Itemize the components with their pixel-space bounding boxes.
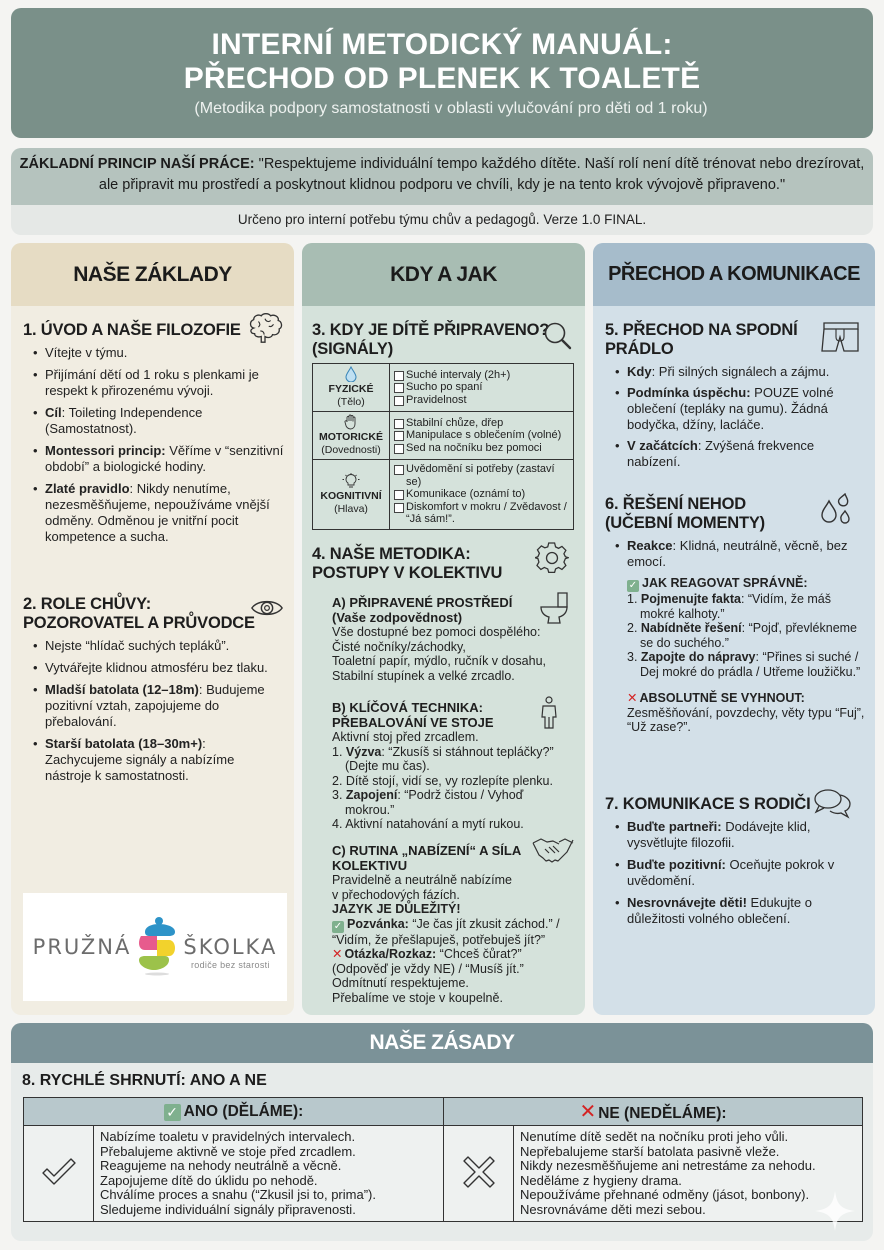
cross-icon: ✕: [627, 691, 638, 705]
checkbox-item: Komunikace (oznámí to): [394, 488, 569, 501]
checkbox-item: Sed na nočníku bez pomoci: [394, 442, 569, 455]
gear-icon: [535, 541, 569, 575]
list-item: • V začátcích: Zvýšená frekvence nabízení.: [615, 438, 865, 470]
section-title-1: 5. PŘECHOD NA SPODNÍ: [605, 321, 798, 339]
avoid-text: Zesměšňování, povzdechy, věty typu “Fuj”, “Už zase?”.: [627, 705, 865, 734]
principle-box: [11, 148, 873, 235]
summary-title: 8. RYCHLÉ SHRNUTÍ: ANO A NE: [22, 1072, 267, 1089]
principle-text-1: "Respektujeme individuální tempo každého dítěte. Naší rolí není dítě trénovat nebo drezírovat,: [254, 156, 865, 172]
section-2-role: [23, 595, 284, 790]
section-4-methodology: [312, 545, 575, 583]
column-title: KDY A JAK: [302, 243, 585, 306]
step-item: 2. Nabídněte řešení: “Pojď, převlékneme se do suchého.”: [627, 621, 858, 650]
section-heading: NAŠE ZÁSADY: [11, 1023, 873, 1063]
list-item: • Nesrovnávejte děti! Edukujte o důležitosti volného oblečení.: [615, 895, 865, 927]
handshake-icon: [531, 837, 575, 865]
principles-section: [11, 1023, 873, 1241]
brain-icon: [246, 313, 284, 345]
text-line: Čisté nočníky/záchodky,: [332, 639, 466, 654]
logo-tagline: rodiče bez starosti: [191, 960, 270, 970]
subsection-b-technique: [332, 700, 573, 832]
no-header: ✕ NE (NEDĚLÁME):: [444, 1098, 863, 1126]
list-item: • Mladší batolata (12–18m): Budujeme pozitivní vztah, zapojujeme do přebalování.: [33, 682, 284, 730]
logo-word-right: ŠKOLKA: [183, 935, 278, 959]
text-line: Odmítnutí respektujeme.: [332, 976, 469, 990]
checkbox-item: Diskomfort v mokru / Zvědavost / “Já sám!”.: [394, 501, 569, 526]
list-item: • Přijímání dětí od 1 roku s plenkami je respekt k přirozenému vývoji.: [33, 367, 284, 399]
column-transition-communication: [593, 243, 875, 1015]
checkbox-item: Sucho po spaní: [394, 381, 569, 394]
column-title: PŘECHOD A KOMUNIKACE: [593, 243, 875, 306]
list-item: • Podmínka úspěchu: POUZE volné oblečení (tepláky na gumu). Žádná bodyčka, džíny, lacláče.: [615, 385, 865, 433]
language-heading: JAZYK JE DŮLEŽITÝ!: [332, 902, 461, 916]
step-item: 2. Dítě stojí, vidí se, vy rozlepíte plenku.: [332, 773, 553, 788]
avoid-heading: ✕ ABSOLUTNĚ SE VYHNOUT:: [627, 691, 805, 705]
no-list: Nenutíme dítě sedět na nočníku proti jeho vůli. Nepřebalujeme starší batolata pasivně vleže. Nikdy nezesměšňujeme ani netrestáme za nehodu. Neděláme z hygieny drama. Nepoužíváme přehnané odměny (jásot, bonbony). Nesrovnáváme děti mezi sebou.: [514, 1126, 863, 1222]
section-5-underwear: [605, 321, 865, 475]
checkbox-item: Pravidelnost: [394, 394, 569, 407]
avoid-block: [605, 691, 865, 735]
lightbulb-icon: [342, 473, 360, 489]
section-title-1: 6. ŘEŠENÍ NEHOD: [605, 495, 746, 513]
speech-bubbles-icon: [813, 787, 853, 821]
checkmark-outline-icon: [41, 1158, 77, 1186]
section-title-1: 4. NAŠE METODIKA:: [312, 545, 471, 563]
text-line: Přebalíme ve stoje v koupelně.: [332, 990, 503, 1005]
subsection-a-environment: [332, 595, 573, 683]
yes-no-table: [23, 1097, 863, 1222]
list-item: • Kdy: Při silných signálech a zájmu.: [615, 364, 865, 380]
table-row: [24, 1126, 863, 1222]
check-icon: ✓: [628, 580, 638, 591]
magnifier-icon: [543, 321, 573, 351]
subsection-title-2: KOLEKTIVU: [332, 858, 408, 873]
section-title-1: 3. KDY JE DÍTĚ PŘIPRAVENO?: [312, 321, 550, 339]
column-when-how: [302, 243, 585, 1015]
principle-label: ZÁKLADNÍ PRINCIP NAŠÍ PRÁCE:: [19, 156, 255, 172]
list-item: • Montessori princip: Věříme v “senzitivní období” a biologické hodiny.: [33, 443, 284, 475]
droplets-icon: [819, 493, 853, 525]
subsection-c-routine: [332, 843, 569, 1005]
correct-reaction-block: [605, 576, 865, 679]
water-drop-icon: [345, 366, 357, 382]
subsection-title-1: B) KLÍČOVÁ TECHNIKA:: [332, 700, 483, 715]
list-item: • Buďte pozitivní: Oceňujte pokrok v uvědomění.: [615, 857, 865, 889]
version-note: Určeno pro interní potřebu týmu chův a pedagogů. Verze 1.0 FINAL.: [237, 212, 647, 227]
yes-list: Nabízíme toaletu v pravidelných intervalech. Přebalujeme aktivně ve stoje před zrcadlem. Reagujeme na nehody neutrálně a věcně. Zapojujeme dítě do úklidu po nehodě. Chválíme proces a snahu (“Zkusil jsi to, prima”). Sledujeme individuální signály připravenosti.: [94, 1126, 444, 1222]
checkbox-item: Stabilní chůze, dřep: [394, 417, 569, 430]
yes-icon-cell: [24, 1126, 94, 1222]
section-title-2: (SIGNÁLY): [312, 340, 394, 358]
list-item: • Vytvářejte klidnou atmosféru bez tlaku.: [33, 660, 284, 676]
table-row: KOGNITIVNÍ (Hlava) Uvědomění si potřeby (zastaví se) Komunikace (oznámí to) Diskomfort v mokru / Zvědavost / “Já sám!”.: [313, 460, 574, 530]
step-item: 4. Aktivní natahování a mytí rukou.: [332, 817, 524, 831]
eye-icon: [250, 597, 284, 619]
section-3-signals: [312, 321, 575, 530]
section-1-intro: [23, 321, 284, 551]
principle-text-2: ale připravit mu prostředí a poskytnout klidnou podporu ve chvíli, kdy je na tento krok vývojově připraveno.": [98, 177, 786, 193]
list-item: • Buďte partneři: Dodávejte klid, vysvětlujte filozofii.: [615, 819, 865, 851]
check-icon: ✓: [333, 920, 343, 932]
cross-icon: ✕: [579, 1101, 597, 1123]
list-item: • Reakce: Klidná, neutrálně, věcně, bez emocí.: [615, 538, 865, 570]
section-title-2: POSTUPY V KOLEKTIVU: [312, 564, 503, 582]
list-item: • Zlaté pravidlo: Nikdy nenutíme, nezesměšňujeme, nepoužíváme vnější odměny. Odměnou je vnitřní pocit kompetence a sucha.: [33, 481, 284, 545]
list-item: • Nejste “hlídač suchých tepláků”.: [33, 638, 284, 654]
text-line: Aktivní stoj před zrcadlem.: [332, 730, 479, 744]
section-title-1: 2. ROLE CHŮVY:: [23, 595, 151, 613]
subsection-title-2: PŘEBALOVÁNÍ VE STOJE: [332, 715, 494, 730]
column-title: NAŠE ZÁKLADY: [11, 243, 294, 306]
table-row: MOTORICKÉ (Dovednosti) Stabilní chůze, dřep Manipulace s oblečením (volné) Sed na nočníku bez pomoci: [313, 412, 574, 460]
subsection-title-2: (Vaše zodpovědnost): [332, 610, 463, 625]
list-item: • Cíl: Toileting Independence (Samostatnost).: [33, 405, 284, 437]
step-item: 1. Pojmenujte fakta: “Vidím, že máš mokré kalhoty.”: [627, 592, 832, 621]
section-6-accidents: [605, 495, 865, 735]
yes-header: ✓ ANO (DĚLÁME):: [24, 1098, 444, 1126]
signals-table: [312, 363, 574, 530]
step-item: 3. Zapojení: “Podrž čistou / Vyhoď mokrou.”: [332, 788, 524, 817]
checkbox-item: Manipulace s oblečením (volné): [394, 429, 569, 442]
section-title-2: PRÁDLO: [605, 340, 674, 358]
standing-person-icon: [539, 696, 559, 730]
section-title: 7. KOMUNIKACE S RODIČI: [605, 795, 811, 813]
check-icon: ✓: [164, 1104, 181, 1121]
title-line-2: PŘECHOD OD PLENEK K TOALETĚ: [183, 62, 701, 95]
underwear-icon: [821, 321, 861, 355]
column-foundations: [11, 243, 294, 1015]
hand-icon: [344, 414, 358, 430]
subsection-title-1: C) RUTINA „NABÍZENÍ“ A SÍLA: [332, 843, 522, 858]
section-title-2: (UČEBNÍ MOMENTY): [605, 514, 765, 532]
no-icon-cell: [444, 1126, 514, 1222]
section-title-2: POZOROVATEL A PRŮVODCE: [23, 614, 255, 632]
toilet-icon: [539, 591, 569, 625]
text-line: Toaletní papír, mýdlo, ručník v dosahu,: [332, 654, 547, 668]
correct-heading: ✓ JAK REAGOVAT SPRÁVNĚ:: [628, 576, 808, 591]
step-item: 1. Výzva: “Zkusíš si stáhnout tepláčky?” (Dejte mu čas).: [332, 744, 554, 773]
section-7-parents: [605, 795, 865, 933]
logo-word-left: PRUŽNÁ: [32, 935, 132, 959]
header-banner: [11, 8, 873, 138]
text-line: Pravidelně a neutrálně nabízíme: [332, 873, 512, 887]
cross-icon: ✕: [332, 947, 343, 961]
checkbox-item: Uvědomění si potřeby (zastaví se): [394, 463, 569, 488]
title-line-1: INTERNÍ METODICKÝ MANUÁL:: [211, 28, 673, 61]
section-title: 1. ÚVOD A NAŠE FILOZOFIE: [23, 321, 241, 339]
good-example: ✓ Pozvánka: “Je čas jít zkusit záchod.” / “Vidím, že přešlapuješ, potřebuješ jít?”: [332, 916, 560, 947]
text-line: Stabilní stupínek a velké zrcadlo.: [332, 668, 515, 683]
subsection-title-1: A) PŘIPRAVENÉ PROSTŘEDÍ: [332, 595, 513, 610]
checkbox-item: Suché intervaly (2h+): [394, 369, 569, 382]
x-outline-icon: [462, 1155, 496, 1189]
text-line: v přechodových fázích.: [332, 887, 460, 902]
school-logo: [23, 893, 287, 1001]
list-item: • Vítejte v týmu.: [33, 345, 284, 361]
text-line: Vše dostupné bez pomoci dospělého:: [332, 625, 541, 639]
subtitle: (Metodika podpory samostatnosti v oblasti vylučování pro děti od 1 roku): [194, 100, 708, 117]
table-header-row: [24, 1098, 863, 1126]
list-item: • Starší batolata (18–30m+): Zachycujeme signály a nabízíme nástroje k samostatnosti.: [33, 736, 284, 784]
puzzle-s-logo-icon: [135, 916, 179, 978]
step-item: 3. Zapojte do nápravy: “Přines si suché / Dej mokré do prádla / Utřeme loužičku.”: [627, 650, 861, 679]
sparkle-icon: [815, 1191, 855, 1231]
table-row: FYZICKÉ (Tělo) Suché intervaly (2h+) Sucho po spaní Pravidelnost: [313, 364, 574, 412]
bad-example: ✕ Otázka/Rozkaz: “Chceš čůrat?” (Odpověď je vždy NE) / “Musíš jít.”: [332, 947, 524, 976]
